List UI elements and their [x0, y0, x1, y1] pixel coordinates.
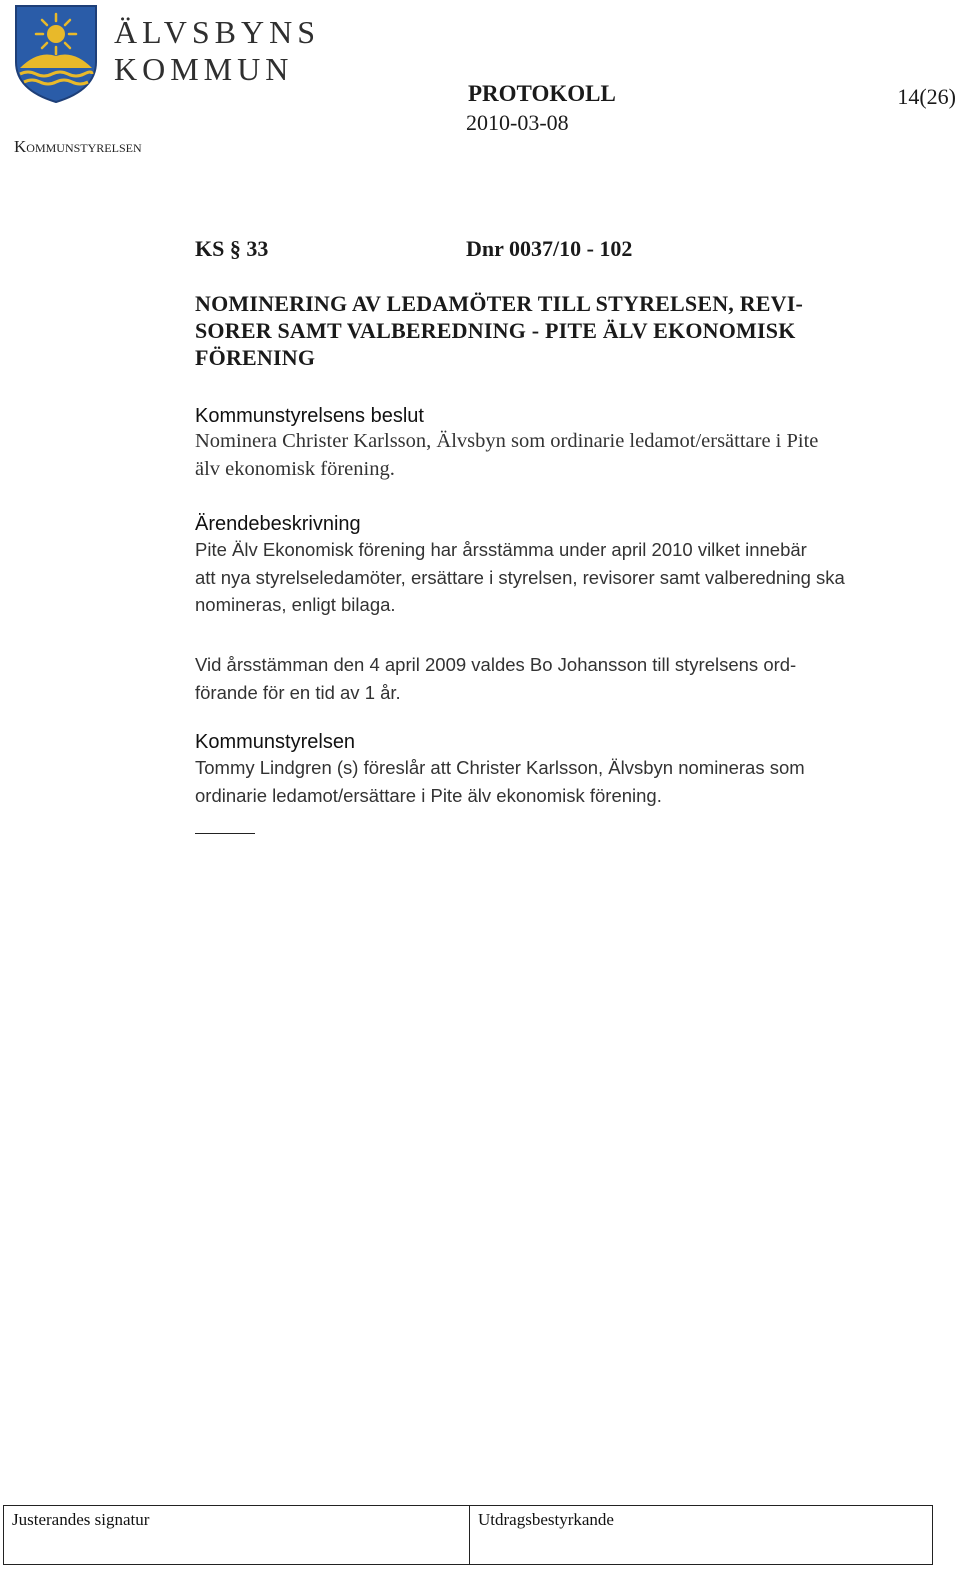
text-line: ordinarie ledamot/ersättare i Pite älv ekonomisk förening.	[195, 784, 662, 806]
text-line: nomineras, enligt bilaga.	[195, 594, 396, 615]
extract-label: Utdragsbestyrkande	[478, 1510, 614, 1529]
board-text	[195, 754, 935, 809]
text-line: att nya styrelseledamöter, ersättare i styrelsen, revisorer samt valberedning ska	[195, 566, 845, 588]
text-line: förande för en tid av 1 år.	[195, 681, 401, 703]
signature-label: Justerandes signatur	[12, 1510, 150, 1529]
signature-footer	[3, 1505, 933, 1565]
title-line: SORER SAMT VALBEREDNING - PITE ÄLV EKONOMISK	[195, 318, 796, 343]
board-section	[195, 731, 935, 809]
decision-heading: Kommunstyrelsens beslut	[195, 405, 424, 427]
sun-icon	[36, 14, 76, 54]
end-of-section-rule	[195, 833, 255, 834]
brand-line-2: KOMMUN	[114, 51, 294, 87]
municipality-name	[114, 14, 320, 88]
brand-line-1: ÄLVSBYNS	[114, 14, 320, 50]
document-type: PROTOKOLL	[468, 81, 616, 106]
diary-number: Dnr 0037/10 - 102	[466, 236, 633, 261]
municipality-coat-of-arms	[14, 4, 98, 104]
text-line: älv ekonomisk förening.	[195, 457, 395, 480]
decision-section	[195, 405, 935, 483]
department-name: Kommunstyrelsen	[14, 137, 142, 156]
case-description-heading: Ärendebeskrivning	[195, 513, 361, 535]
extract-cell	[470, 1506, 932, 1564]
title-line: NOMINERING AV LEDAMÖTER TILL STYRELSEN, REVI-	[195, 291, 804, 316]
case-description-section	[195, 513, 935, 619]
text-line: Tommy Lindgren (s) föreslår att Christer Karlsson, Älvsbyn nomineras som	[195, 757, 805, 778]
page-number: 14(26)	[897, 84, 956, 109]
case-description-text	[195, 536, 935, 619]
text-line: Nominera Christer Karlsson, Älvsbyn som ordinarie ledamot/ersättare i Pite	[195, 430, 819, 452]
board-heading: Kommunstyrelsen	[195, 731, 356, 753]
title-line: FÖRENING	[195, 345, 316, 370]
signature-cell	[4, 1506, 470, 1564]
text-line: Pite Älv Ekonomisk förening har årsstämma under april 2010 vilket innebär	[195, 539, 807, 560]
text-line: Vid årsstämman den 4 april 2009 valdes Bo Johansson till styrelsens ord-	[195, 654, 797, 675]
case-description-paragraph-2	[195, 651, 935, 706]
ks-paragraph: KS § 33	[195, 236, 269, 261]
document-date: 2010-03-08	[466, 110, 569, 135]
decision-text	[195, 428, 935, 483]
case-title	[195, 290, 935, 371]
